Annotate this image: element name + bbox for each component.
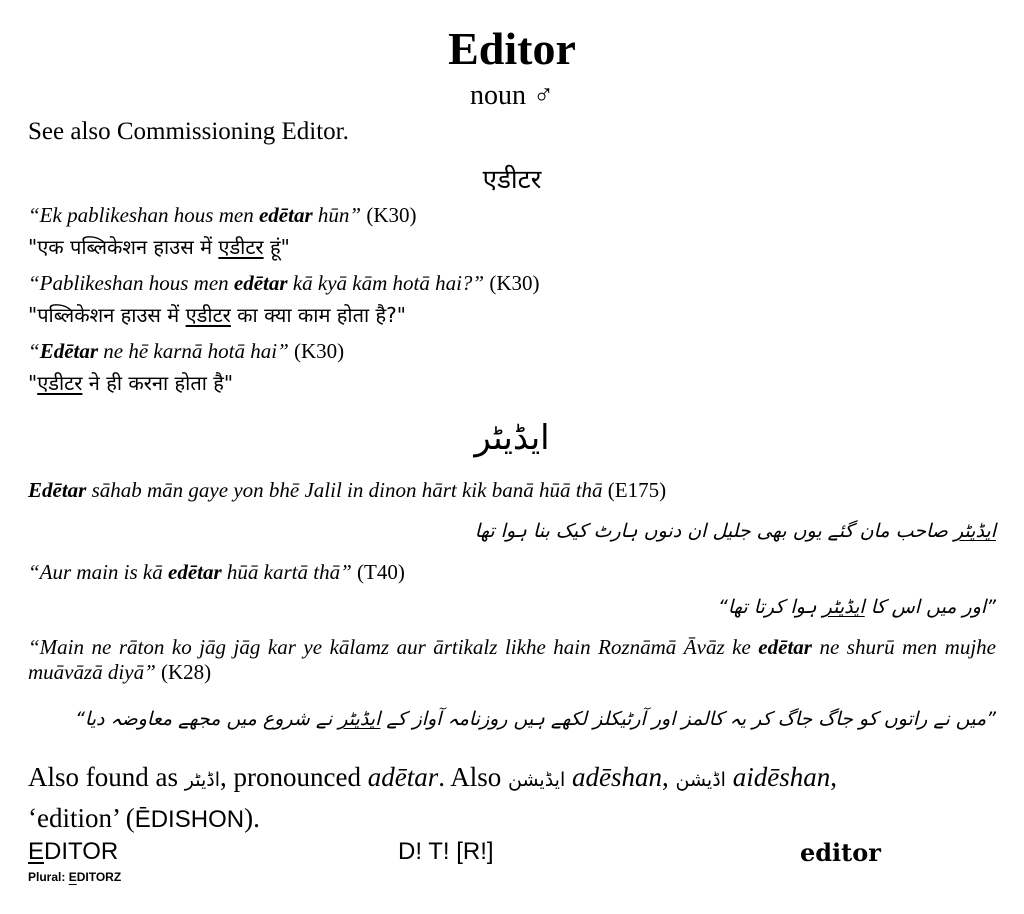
urdu-example-script: ایڈیٹر صاحب مان گئے یوں بھی جلیل ان دنوں ہارٹ کیک بنا ہوا تھا <box>474 520 996 542</box>
see-also: See also Commissioning Editor. <box>28 118 349 145</box>
hindi-example-transliteration: “Pablikeshan hous men edētar kā kyā kām hotā hai?” (K30) <box>28 271 540 295</box>
hindi-example-script: "पब्लिकेशन हाउस में एडीटर का क्या काम होता है?" <box>28 303 406 327</box>
hindi-example-script: "एडीटर ने ही करना होता है" <box>28 371 234 395</box>
urdu-example-script: ”میں نے راتوں کو جاگ جاگ کر یہ کالمز اور آرٹیکلز لکھے ہیں روزنامہ آواز کے ایڈیٹر نے شروع میں مجھے معاوضہ دیا“ <box>75 708 996 730</box>
urdu-example-script: ”اور میں اس کا ایڈیٹر ہوا کرتا تھا“ <box>718 596 996 618</box>
urdu-example-transliteration: “Main ne rāton ko jāg jāg kar ye kālamz aur ārtikalz likhe hain Roznāmā Āvāz ke edētar ne shurū men mujhe muāvāzā diyā” (K28) <box>28 635 996 684</box>
entry-code: EDITOR <box>28 838 119 865</box>
plural-form: Plural: EDITORZ <box>28 870 122 884</box>
hindi-example-transliteration: “Ek pablikeshan hous men edētar hūn” (K30) <box>28 203 417 227</box>
also-found-as: Also found as اڈیٹر, pronounced adētar. Also ایڈیشن adēshan, اڈیشن aidēshan, ‘edition’ (ĒDISHON). <box>28 762 837 833</box>
gothic-label: editor <box>800 838 881 867</box>
hindi-example-script: "एक पब्लिकेशन हाउस में एडीटर हूं" <box>28 235 290 259</box>
urdu-example-transliteration: Edētar sāhab mān gaye yon bhē Jalil in dinon hārt kik banā hūā thā (E175) <box>28 478 667 502</box>
headword: Editor <box>448 23 576 74</box>
hindi-example-transliteration: “Edētar ne hē karnā hotā hai” (K30) <box>28 339 345 363</box>
consonant-pattern: D! T! [R!] <box>398 838 494 865</box>
urdu-heading: ایڈیٹر <box>474 418 550 458</box>
urdu-example-transliteration: “Aur main is kā edētar hūā kartā thā” (T40) <box>28 560 405 584</box>
part-of-speech: noun ♂ <box>470 80 554 111</box>
hindi-heading: एडीटर <box>482 165 542 195</box>
